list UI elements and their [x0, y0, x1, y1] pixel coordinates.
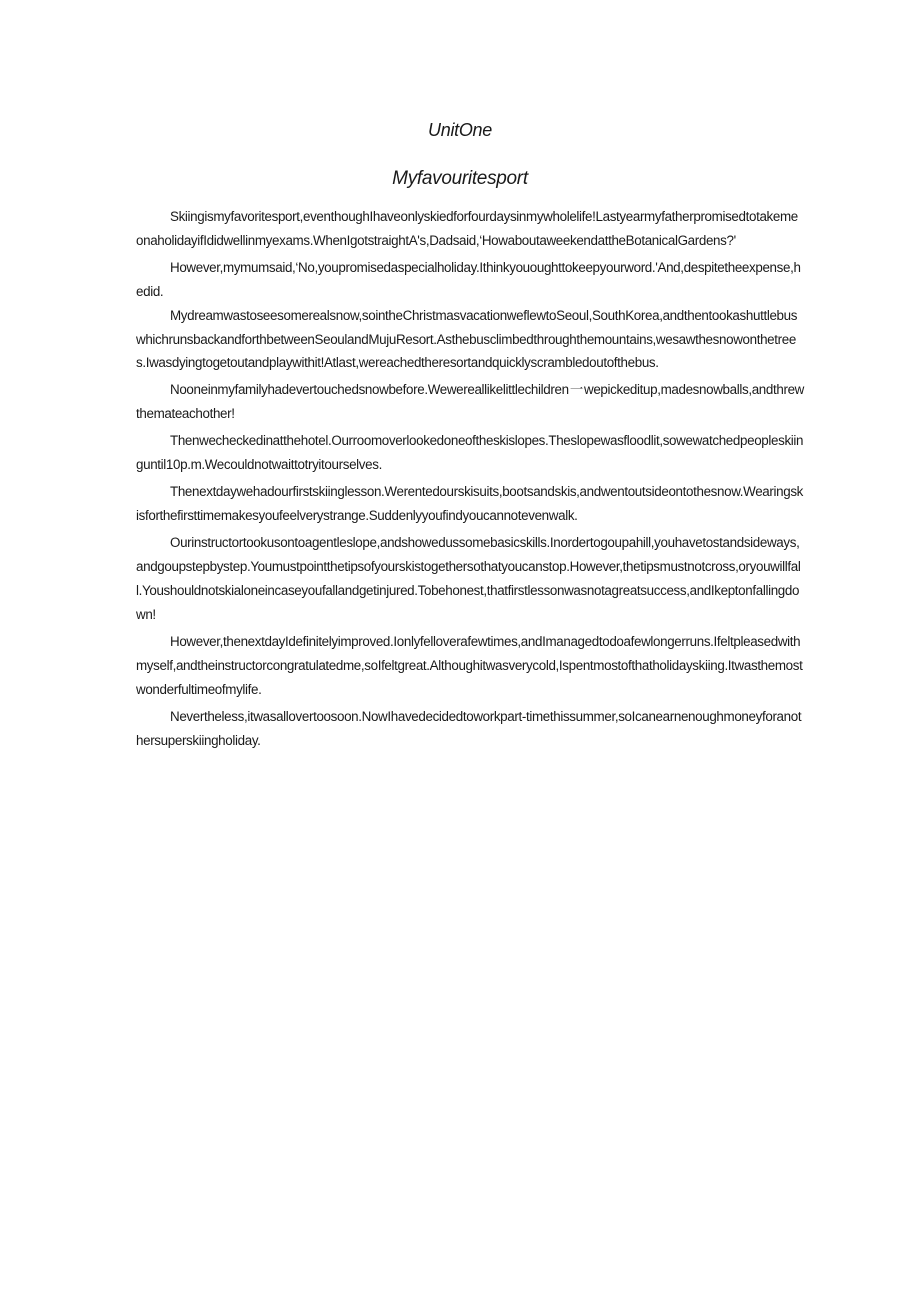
- paragraph-3: Mydreamwastoseesomerealsnow,sointheChristmasvacationweflewtoSeoul,SouthKorea,andthentookashuttlebuswhichrunsbackandforthbetweenSeoulandMujuResort.Asthebusclimbedthroughthemountains,wesawthesnowonthetrees.Iwasdyingtogetoutandplaywithit!Atlast,wereachedtheresortandquicklyscrambledoutofthebus.: [136, 308, 798, 370]
- essay-title: Myfavouritesport: [392, 168, 528, 189]
- paragraph-2: However,mymumsaid,‘No,youpromisedaspecialholiday.Ithinkyououghttokeepyourword.'And,despitetheexpense,hedid.: [136, 260, 801, 299]
- paragraph-1: Skiingismyfavoritesport,eventhoughIhaveonlyskiedforfourdaysinmywholelife!LastyearmyfatherpromisedtotakemeonaholidayifIdidwellinmyexams.WhenIgotstraightA's,Dadsaid,‘HowaboutaweekendattheBotanicalGardens?': [136, 209, 798, 248]
- paragraph-4: Nooneinmyfamilyhadevertouchedsnowbefore.Wewereallikelittlechildren一wepickeditup,madesnowballs,andthrewthemateachother!: [136, 381, 804, 421]
- paragraph-5: Thenwecheckedinatthehotel.Ourroomoverlookedoneoftheskislopes.Theslopewasfloodlit,sowewatchedpeopleskiinguntil10p.m.Wecouldnotwaittotryitourselves.: [136, 432, 804, 472]
- paragraph-6: Thenextdaywehadourfirstskiinglesson.Werentedourskisuits,bootsandskis,andwentoutsideontothesnow.Wearingskisforthefirsttimemakesyoufeelverystrange.Suddenlyyoufindyoucannotevenwalk.: [136, 483, 804, 523]
- paragraph-7: Ourinstructortookusontoagentleslope,andshowedussomebasicskills.Inordertogoupahill,youhavetostandsideways,andgoupstepbystep.Youmustpointthetipsofyourskistogethersothatyoucanstop.However,thetipsmustnotcross,oryouwillfall.Youshouldnotskialoneincaseyoufallandgetinjured.Tobehonest,thatfirstlessonwasnotagreatsuccess,andIkeptonfallingdown!: [136, 534, 801, 622]
- paragraph-9: Nevertheless,itwasallovertoosoon.NowIhavedecidedtoworkpart-timethissummer,soIcanearnenoughmoneyforanothersuperskiingholiday.: [136, 708, 802, 748]
- unit-title: UnitOne: [428, 120, 492, 140]
- essay-body: [136, 205, 804, 756]
- paragraph-8: However,thenextdayIdefinitelyimproved.Ionlyfelloverafewtimes,andImanagedtodoafewlongerruns.Ifeltpleasedwithmyself,andtheinstructorcongratulatedme,soIfeltgreat.Althoughitwasverycold,Ispentmostofthatholidayskiing.Itwasthemostwonderfultimeofmylife.: [136, 633, 803, 697]
